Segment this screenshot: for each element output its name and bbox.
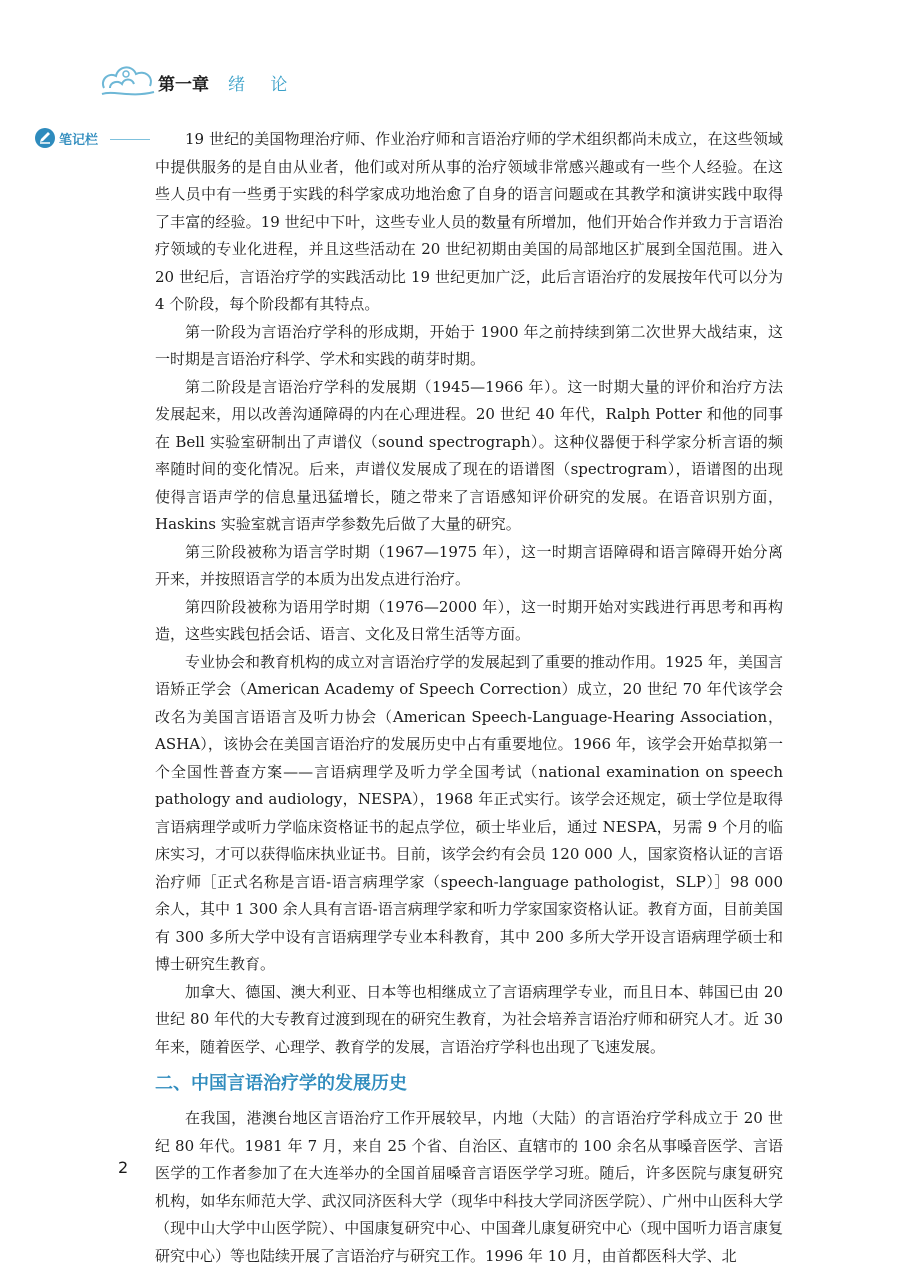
cloud-ornament-icon bbox=[100, 58, 156, 102]
pencil-note-icon bbox=[34, 127, 56, 149]
paragraph: 第三阶段被称为语言学时期（1967—1975 年），这一时期言语障碍和语言障碍开始分离开来，并按照语言学的本质为出发点进行治疗。 bbox=[155, 542, 783, 588]
chapter-title: 绪 论 bbox=[228, 75, 298, 95]
paragraph: 在我国，港澳台地区言语治疗工作开展较早，内地（大陆）的言语治疗学科成立于 20 世纪 80 年代。1981 年 7 月，来自 25 个省、自治区、直辖市的 100 余名从事嗓音医学、言语医学的工作者参加了在大连举办的全国首届嗓音言语医学学习班。随后，许多医院与康复研究机构，如华东师范大学、武汉同济医科大学（现华中科技大学同济医学院）、广州中山医科大学（现中山大学中山医学院）、中国康复研究中心、中国聋儿康复研究中心（现中国听力语言康复研究中心）等也陆续开展了言语治疗与研究工作。1996 年 10 月，由首都医科大学、北 bbox=[155, 1109, 783, 1265]
chapter-label: 第一章 bbox=[158, 75, 209, 95]
paragraph: 加拿大、德国、澳大利亚、日本等也相继成立了言语病理学专业，而且日本、韩国已由 20 世纪 80 年代的大专教育过渡到现在的研究生教育，为社会培养言语治疗师和研究人才。近 30 年来，随着医学、心理学、教育学的发展，言语治疗学科也出现了飞速发展。 bbox=[155, 982, 783, 1056]
page-header bbox=[100, 58, 900, 102]
paragraph: 第一阶段为言语治疗学科的形成期，开始于 1900 年之前持续到第二次世界大战结束，这一时期是言语治疗科学、学术和实践的萌芽时期。 bbox=[155, 322, 783, 368]
main-text bbox=[155, 126, 783, 1270]
notes-column-badge bbox=[34, 127, 98, 149]
page-number: 2 bbox=[118, 1158, 129, 1177]
section-heading: 二、中国言语治疗学的发展历史 bbox=[155, 1073, 407, 1094]
paragraph: 第四阶段被称为语用学时期（1976—2000 年），这一时期开始对实践进行再思考和再构造，这些实践包括会话、语言、文化及日常生活等方面。 bbox=[155, 597, 783, 643]
paragraph: 第二阶段是言语治疗学科的发展期（1945—1966 年）。这一时期大量的评价和治疗方法发展起来，用以改善沟通障碍的内在心理进程。20 世纪 40 年代，Ralph Potter 和他的同事在 Bell 实验室研制出了声谱仪（sound spectrograph）。这种仪器便于科学家分析言语的频率随时间的变化情况。后来，声谱仪发展成了现在的语谱图（spectrogram），语谱图的出现使得言语声学的信息量迅猛增长，随之带来了言语感知评价研究的发展。在语音识别方面，Haskins 实验室就言语声学参数先后做了大量的研究。 bbox=[155, 377, 783, 533]
margin-divider bbox=[110, 139, 150, 140]
paragraph: 专业协会和教育机构的成立对言语治疗学的发展起到了重要的推动作用。1925 年，美国言语矫正学会（American Academy of Speech Correction）成立，20 世纪 70 年代该学会改名为美国言语语言及听力协会（American Speech-Language-Hearing Association，ASHA），该协会在美国言语治疗的发展历史中占有重要地位。1966 年，该学会开始草拟第一个全国性普查方案——言语病理学及听力学全国考试（national examination on speech pathology and audiology，NESPA），1968 年正式实行。该学会还规定，硕士学位是取得言语病理学或听力学临床资格证书的起点学位，硕士毕业后，通过 NESPA，另需 9 个月的临床实习，才可以获得临床执业证书。目前，该学会约有会员 120 000 人，国家资格认证的言语治疗师［正式名称是言语-语言病理学家（speech-language pathologist，SLP）］98 000 余人，其中 1 300 余人具有言语-语言病理学家和听力学家国家资格认证。教育方面，目前美国有 300 多所大学中设有言语病理学专业本科教育，其中 200 多所大学开设言语病理学硕士和博士研究生教育。 bbox=[155, 652, 783, 973]
notes-column-label: 笔记栏 bbox=[59, 132, 99, 148]
paragraph: 19 世纪的美国物理治疗师、作业治疗师和言语治疗师的学术组织都尚未成立，在这些领域中提供服务的是自由从业者，他们或对所从事的治疗领域非常感兴趣或有一些个人经验。在这些人员中有一些勇于实践的科学家成功地治愈了自身的语言问题或在其教学和演讲实践中取得了丰富的经验。19 世纪中下叶，这些专业人员的数量有所增加，他们开始合作并致力于言语治疗领域的专业化进程，并且这些活动在 20 世纪初期由美国的局部地区扩展到全国范围。进入 20 世纪后，言语治疗学的实践活动比 19 世纪更加广泛，此后言语治疗的发展按年代可以分为 4 个阶段，每个阶段都有其特点。 bbox=[155, 130, 783, 313]
